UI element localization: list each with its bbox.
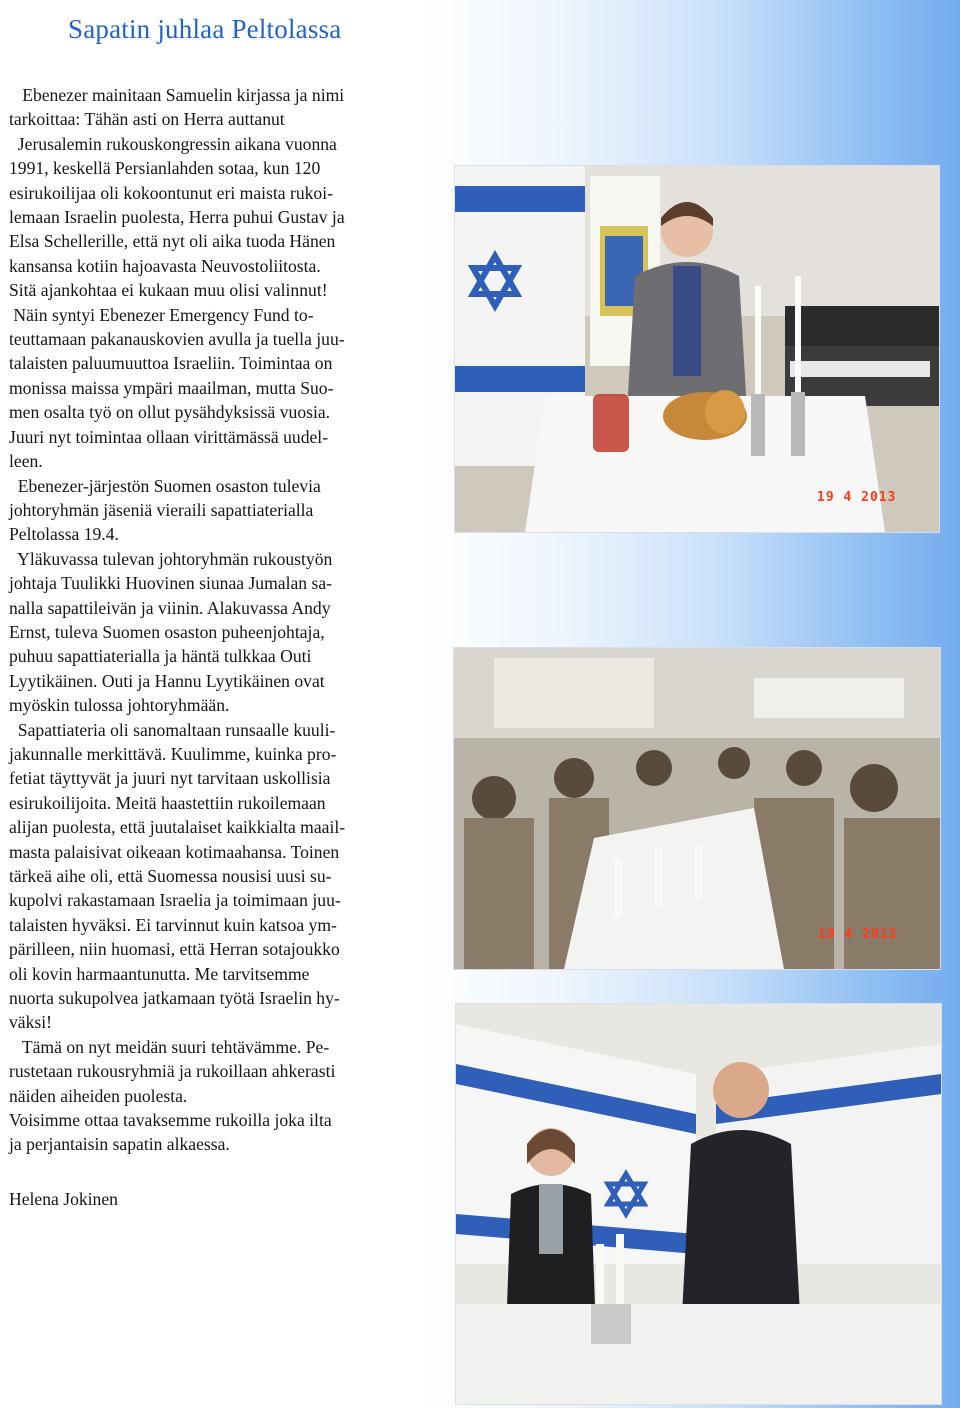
body-line: ja perjantaisin sapatin alkaessa. xyxy=(9,1134,230,1155)
body-line: Ernst, tuleva Suomen osaston puheenjohtaja, xyxy=(9,621,325,642)
body-line: kupolvi rakastamaan Israelia ja toimimaan juu- xyxy=(9,890,341,911)
body-line: Ebenezer-järjestön Suomen osaston tulevia xyxy=(9,475,321,496)
body-line: Sapattiateria oli sanomaltaan runsaalle kuuli- xyxy=(9,719,336,740)
body-line: leen. xyxy=(9,451,43,472)
body-line: masta palaisivat oikeaan kotimaahansa. Toinen xyxy=(9,841,340,862)
body-line: tarkoittaa: Tähän asti on Herra auttanut xyxy=(9,109,285,130)
photo-date-stamp: 19 4 2013 xyxy=(817,490,897,505)
body-line: pärilleen, niin huomasi, että Herran sotajoukko xyxy=(9,939,340,960)
article-author: Helena Jokinen xyxy=(9,1189,118,1209)
body-line: jakunnalle merkittävä. Kuulimme, kuinka pro- xyxy=(9,743,337,764)
body-line: Tämä on nyt meidän suuri tehtävämme. Pe- xyxy=(9,1036,330,1057)
photo-speaker-illustration xyxy=(456,1004,941,1404)
body-line: Voisimme ottaa tavaksemme rukoilla joka ilta xyxy=(9,1110,332,1131)
body-line: alijan puolesta, että juutalaiset kaikkialta maail- xyxy=(9,817,346,838)
photo-blessing-illustration xyxy=(455,166,939,532)
body-line: Sitä ajankohtaa ei kukaan muu olisi valinnut! xyxy=(9,280,328,301)
body-line: myöskin tulossa johtoryhmään. xyxy=(9,695,230,716)
body-line: esirukoilijoita. Meitä haastettiin rukoilemaan xyxy=(9,792,326,813)
body-line: talaisten paluumuuttoa Israeliin. Toimintaa on xyxy=(9,353,333,374)
body-line: Elsa Schellerille, että nyt oli aika tuoda Hänen xyxy=(9,231,336,252)
body-line: näiden aiheiden puolesta. xyxy=(9,1085,188,1106)
body-line: Ebenezer mainitaan Samuelin kirjassa ja nimi xyxy=(9,85,345,105)
body-line: teuttamaan pakanauskovien avulla ja tuella juu- xyxy=(9,329,345,350)
photo-blessing-sabbath-bread xyxy=(454,165,940,533)
body-line: Yläkuvassa tulevan johtoryhmän rukoustyön xyxy=(9,548,333,569)
body-line: johtoryhmän jäseniä vieraili sapattiaterialla xyxy=(9,499,314,520)
body-line: puhuu sapattiaterialla ja häntä tulkkaa Outi xyxy=(9,646,312,667)
body-line: johtaja Tuulikki Huovinen siunaa Jumalan sa- xyxy=(9,573,333,594)
photo-sabbath-dinner-hall xyxy=(453,647,941,970)
body-line: esirukoilijaa oli kokoontunut eri maista rukoi- xyxy=(9,182,333,203)
body-line: men osalta työ on ollut pysähdyksissä vuosia. xyxy=(9,402,331,423)
body-line: talaisten hyväksi. Ei tarvinnut kuin katsoa ym- xyxy=(9,914,337,935)
body-line: Peltolassa 19.4. xyxy=(9,524,119,545)
photo-date-stamp: 19 4 2013 xyxy=(818,927,898,942)
body-line: rustetaan rukousryhmiä ja rukoillaan ahkerasti xyxy=(9,1061,336,1082)
body-line: oli kovin harmaantunutta. Me tarvitsemme xyxy=(9,963,310,984)
photo-speaker-and-interpreter xyxy=(455,1003,942,1405)
photo-dinner-hall-illustration xyxy=(454,648,940,969)
body-line: fetiat täyttyvät ja juuri nyt tarvitaan uskollisia xyxy=(9,768,331,789)
body-line: lemaan Israelin puolesta, Herra puhui Gustav ja xyxy=(9,207,345,228)
body-line: väksi! xyxy=(9,1012,52,1033)
body-line: Näin syntyi Ebenezer Emergency Fund to- xyxy=(9,304,314,325)
body-line: 1991, keskellä Persianlahden sotaa, kun 120 xyxy=(9,158,321,179)
article-title: Sapatin juhlaa Peltolassa xyxy=(68,14,342,44)
body-line: nuorta sukupolvea jatkamaan työtä Israelin hy- xyxy=(9,988,340,1009)
body-line: Juuri nyt toimintaa ollaan virittämässä uudel- xyxy=(9,426,329,447)
body-line: Jerusalemin rukouskongressin aikana vuonna xyxy=(9,133,337,154)
body-line: nalla sapattileivän ja viinin. Alakuvassa Andy xyxy=(9,597,331,618)
body-line: kansansa kotiin hajoavasta Neuvostoliitosta. xyxy=(9,255,321,276)
body-line: Lyytikäinen. Outi ja Hannu Lyytikäinen ovat xyxy=(9,670,325,691)
body-line: monissa maissa ympäri maailman, mutta Suo- xyxy=(9,377,334,398)
article-body xyxy=(9,83,429,1157)
body-line: tärkeä aihe oli, että Suomessa nousisi uusi su- xyxy=(9,866,332,886)
